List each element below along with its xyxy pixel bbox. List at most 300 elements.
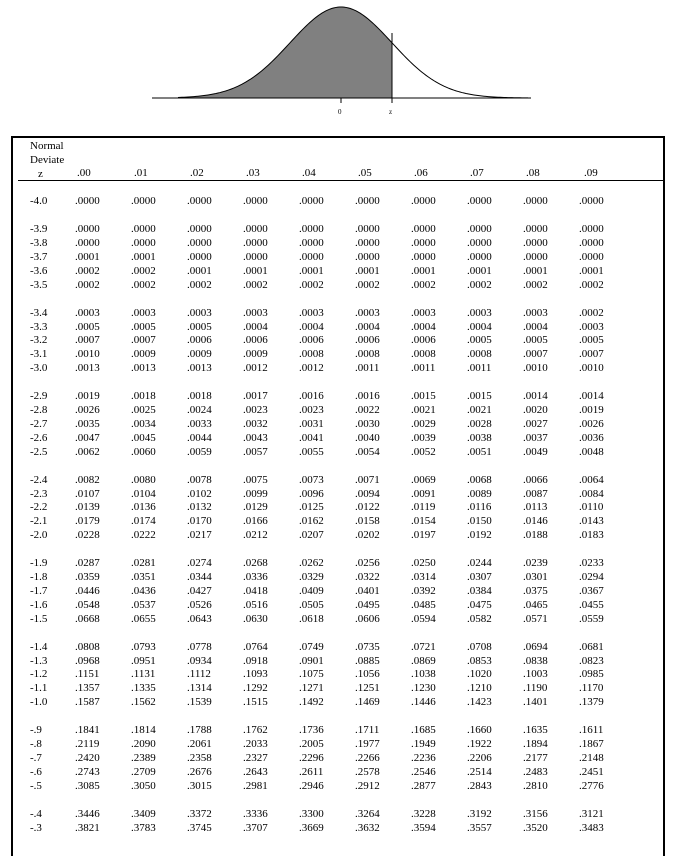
probability-cell: .0034	[131, 417, 156, 430]
probability-cell: .0002	[355, 278, 380, 291]
z-value: -1.4	[30, 640, 48, 653]
probability-cell: .0075	[243, 473, 268, 486]
probability-cell: .3707	[243, 821, 268, 834]
probability-cell: .0000	[243, 250, 268, 263]
z-value: -3.4	[30, 306, 48, 319]
probability-cell: .0166	[243, 515, 268, 528]
column-header: .02	[190, 167, 204, 179]
probability-cell: .0000	[243, 195, 268, 207]
probability-cell: .0918	[243, 654, 268, 667]
probability-cell: .0000	[467, 195, 492, 207]
probability-cell: .0197	[411, 529, 436, 541]
probability-cell: .0004	[523, 320, 548, 333]
probability-cell: .0021	[467, 404, 492, 417]
probability-cell: .2877	[411, 779, 436, 792]
z-value: -.8	[30, 738, 42, 751]
probability-cell: .3409	[131, 807, 156, 820]
z-value: -3.1	[30, 348, 48, 361]
probability-cell: .3783	[131, 821, 156, 834]
probability-cell: .0027	[523, 417, 548, 430]
probability-cell: .0030	[355, 417, 380, 430]
z-value: -3.0	[30, 362, 48, 374]
probability-cell: .0026	[75, 404, 100, 417]
probability-cell: .1922	[467, 738, 492, 751]
probability-cell: .2177	[523, 751, 548, 764]
probability-cell: .0122	[355, 501, 380, 514]
probability-cell: .2061	[187, 738, 212, 751]
probability-cell: .0244	[467, 557, 492, 570]
probability-cell: .0002	[467, 278, 492, 291]
probability-cell: .0392	[411, 584, 436, 597]
probability-cell: .0006	[243, 334, 268, 347]
probability-cell: .0001	[355, 264, 380, 277]
probability-cell: .0000	[579, 250, 604, 263]
probability-cell: .0002	[131, 264, 156, 277]
probability-cell: .0002	[243, 278, 268, 291]
probability-cell: .0526	[187, 598, 212, 611]
probability-cell: .0013	[131, 362, 156, 374]
probability-cell: .0162	[299, 515, 324, 528]
probability-cell: .0003	[355, 306, 380, 319]
probability-cell: .3336	[243, 807, 268, 820]
probability-cell: .2420	[75, 751, 100, 764]
z-value: -.7	[30, 751, 42, 764]
probability-cell: .0001	[523, 264, 548, 277]
probability-cell: .0336	[243, 571, 268, 584]
probability-cell: .0000	[355, 237, 380, 250]
probability-cell: .0003	[411, 306, 436, 319]
probability-cell: .1131	[131, 668, 156, 681]
probability-cell: .1814	[131, 724, 156, 737]
probability-cell: .0044	[187, 431, 212, 444]
column-header: .01	[134, 167, 148, 179]
probability-cell: .0080	[131, 473, 156, 486]
z-value: -1.8	[30, 571, 48, 584]
probability-cell: .3228	[411, 807, 436, 820]
probability-cell: .0001	[467, 264, 492, 277]
header-normal: Normal	[30, 140, 64, 152]
probability-cell: .1539	[187, 696, 212, 708]
probability-cell: .0694	[523, 640, 548, 653]
probability-cell: .0344	[187, 571, 212, 584]
probability-cell: .3015	[187, 779, 212, 792]
probability-cell: .1230	[411, 682, 436, 695]
probability-cell: .0655	[131, 612, 156, 625]
probability-cell: .2119	[75, 738, 100, 751]
probability-cell: .0003	[467, 306, 492, 319]
probability-cell: .0359	[75, 571, 100, 584]
probability-cell: .0001	[187, 264, 212, 277]
z-value: -.3	[30, 821, 42, 834]
probability-cell: .0571	[523, 612, 548, 625]
probability-cell: .0150	[467, 515, 492, 528]
probability-cell: .0250	[411, 557, 436, 570]
probability-cell: .2843	[467, 779, 492, 792]
probability-cell: .0023	[299, 404, 324, 417]
probability-cell: .0934	[187, 654, 212, 667]
probability-cell: .2005	[299, 738, 324, 751]
probability-cell: .0010	[579, 362, 604, 374]
probability-cell: .0000	[467, 223, 492, 236]
probability-cell: .0129	[243, 501, 268, 514]
probability-cell: .0096	[299, 487, 324, 500]
probability-cell: .0013	[187, 362, 212, 374]
probability-cell: .0000	[299, 195, 324, 207]
probability-cell: .0002	[299, 278, 324, 291]
probability-cell: .0047	[75, 431, 100, 444]
probability-cell: .0808	[75, 640, 100, 653]
z-value: -3.7	[30, 250, 48, 263]
probability-cell: .0010	[523, 362, 548, 374]
probability-cell: .2451	[579, 765, 604, 778]
probability-cell: .0017	[243, 390, 268, 403]
z-value: -3.3	[30, 320, 48, 333]
probability-cell: .3745	[187, 821, 212, 834]
z-value: -1.6	[30, 598, 48, 611]
probability-cell: .0749	[299, 640, 324, 653]
probability-cell: .2483	[523, 765, 548, 778]
probability-cell: .0000	[411, 237, 436, 250]
probability-cell: .1093	[243, 668, 268, 681]
probability-cell: .0000	[523, 195, 548, 207]
probability-cell: .0084	[579, 487, 604, 500]
probability-cell: .2236	[411, 751, 436, 764]
probability-cell: .0113	[523, 501, 548, 514]
probability-cell: .2358	[187, 751, 212, 764]
probability-cell: .0040	[355, 431, 380, 444]
probability-cell: .0005	[523, 334, 548, 347]
probability-cell: .1685	[411, 724, 436, 737]
probability-cell: .0015	[467, 390, 492, 403]
column-header: .08	[526, 167, 540, 179]
shaded-area-under-curve	[178, 7, 392, 98]
probability-cell: .0000	[75, 195, 100, 207]
probability-cell: .0059	[187, 445, 212, 458]
probability-cell: .1151	[75, 668, 100, 681]
probability-cell: .0069	[411, 473, 436, 486]
z-value: -3.6	[30, 264, 48, 277]
probability-cell: .0104	[131, 487, 156, 500]
z-value: -3.5	[30, 278, 48, 291]
column-header: .09	[584, 167, 598, 179]
probability-cell: .2810	[523, 779, 548, 792]
probability-cell: .0000	[187, 250, 212, 263]
probability-cell: .0006	[299, 334, 324, 347]
probability-cell: .0048	[579, 445, 604, 458]
probability-cell: .0174	[131, 515, 156, 528]
probability-cell: .0000	[355, 250, 380, 263]
probability-cell: .0062	[75, 445, 100, 458]
probability-cell: .1587	[75, 696, 100, 708]
probability-cell: .1894	[523, 738, 548, 751]
probability-cell: .0000	[467, 250, 492, 263]
probability-cell: .0011	[467, 362, 492, 374]
probability-cell: .0060	[131, 445, 156, 458]
probability-cell: .1170	[579, 682, 604, 695]
probability-cell: .0000	[243, 223, 268, 236]
probability-cell: .1292	[243, 682, 268, 695]
probability-cell: .2776	[579, 779, 604, 792]
probability-cell: .0212	[243, 529, 268, 541]
probability-cell: .0418	[243, 584, 268, 597]
probability-cell: .0207	[299, 529, 324, 541]
probability-cell: .0188	[523, 529, 548, 541]
probability-cell: .0002	[579, 278, 604, 291]
probability-cell: .1314	[187, 682, 212, 695]
probability-cell: .0002	[411, 278, 436, 291]
probability-cell: .2514	[467, 765, 492, 778]
probability-cell: .0000	[131, 223, 156, 236]
probability-cell: .2611	[299, 765, 324, 778]
probability-cell: .0094	[355, 487, 380, 500]
probability-cell: .0045	[131, 431, 156, 444]
probability-cell: .0014	[579, 390, 604, 403]
probability-cell: .0089	[467, 487, 492, 500]
probability-cell: .0268	[243, 557, 268, 570]
probability-cell: .0274	[187, 557, 212, 570]
probability-cell: .0025	[131, 404, 156, 417]
probability-cell: .0009	[131, 348, 156, 361]
probability-cell: .0022	[355, 404, 380, 417]
probability-cell: .0002	[187, 278, 212, 291]
probability-cell: .0002	[131, 278, 156, 291]
probability-cell: .0001	[131, 250, 156, 263]
probability-cell: .0183	[579, 529, 604, 541]
probability-cell: .0091	[411, 487, 436, 500]
probability-cell: .0000	[187, 195, 212, 207]
probability-cell: .0041	[299, 431, 324, 444]
probability-cell: .0375	[523, 584, 548, 597]
probability-cell: .2981	[243, 779, 268, 792]
probability-cell: .1635	[523, 724, 548, 737]
probability-cell: .0968	[75, 654, 100, 667]
z-value: -4.0	[30, 195, 48, 207]
z-value: -2.0	[30, 529, 48, 541]
probability-cell: .0102	[187, 487, 212, 500]
probability-cell: .0002	[75, 264, 100, 277]
probability-cell: .0002	[523, 278, 548, 291]
probability-cell: .0516	[243, 598, 268, 611]
probability-cell: .0000	[299, 250, 324, 263]
probability-cell: .0051	[467, 445, 492, 458]
probability-cell: .0668	[75, 612, 100, 625]
probability-cell: .0233	[579, 557, 604, 570]
probability-cell: .0001	[75, 250, 100, 263]
column-header: .00	[77, 167, 91, 179]
probability-cell: .0028	[467, 417, 492, 430]
probability-cell: .0217	[187, 529, 212, 541]
probability-cell: .3264	[355, 807, 380, 820]
probability-cell: .0000	[131, 237, 156, 250]
probability-cell: .2090	[131, 738, 156, 751]
probability-cell: .0119	[411, 501, 436, 514]
probability-cell: .0032	[243, 417, 268, 430]
probability-cell: .0000	[523, 223, 548, 236]
probability-cell: .0055	[299, 445, 324, 458]
probability-cell: .0012	[243, 362, 268, 374]
probability-cell: .0000	[299, 223, 324, 236]
probability-cell: .0008	[467, 348, 492, 361]
probability-cell: .0005	[579, 334, 604, 347]
probability-cell: .0011	[355, 362, 380, 374]
probability-cell: .0202	[355, 529, 380, 541]
probability-cell: .0000	[131, 195, 156, 207]
probability-cell: .2578	[355, 765, 380, 778]
probability-cell: .0000	[579, 237, 604, 250]
probability-cell: .0007	[523, 348, 548, 361]
probability-cell: .0125	[299, 501, 324, 514]
probability-cell: .0011	[411, 362, 436, 374]
probability-cell: .0000	[75, 237, 100, 250]
probability-cell: .0351	[131, 571, 156, 584]
probability-cell: .2946	[299, 779, 324, 792]
probability-cell: .1056	[355, 668, 380, 681]
probability-cell: .0008	[411, 348, 436, 361]
z-value: -.4	[30, 807, 42, 820]
probability-cell: .0078	[187, 473, 212, 486]
probability-cell: .0778	[187, 640, 212, 653]
z-value: -2.3	[30, 487, 48, 500]
probability-cell: .0037	[523, 431, 548, 444]
probability-cell: .0018	[131, 390, 156, 403]
column-header: .03	[246, 167, 260, 179]
probability-cell: .2709	[131, 765, 156, 778]
probability-cell: .0021	[411, 404, 436, 417]
probability-cell: .1788	[187, 724, 212, 737]
probability-cell: .1977	[355, 738, 380, 751]
probability-cell: .0004	[355, 320, 380, 333]
probability-cell: .0000	[243, 237, 268, 250]
probability-cell: .0256	[355, 557, 380, 570]
probability-cell: .0014	[523, 390, 548, 403]
probability-cell: .0367	[579, 584, 604, 597]
z-table-frame	[11, 136, 665, 856]
probability-cell: .0006	[411, 334, 436, 347]
probability-cell: .0329	[299, 571, 324, 584]
probability-cell: .0001	[411, 264, 436, 277]
z-value: -1.3	[30, 654, 48, 667]
probability-cell: .1611	[579, 724, 604, 737]
probability-cell: .2148	[579, 751, 604, 764]
probability-cell: .0008	[299, 348, 324, 361]
z-value: -.5	[30, 779, 42, 792]
probability-cell: .1038	[411, 668, 436, 681]
probability-cell: .0618	[299, 612, 324, 625]
probability-cell: .1736	[299, 724, 324, 737]
probability-cell: .0139	[75, 501, 100, 514]
probability-cell: .0016	[355, 390, 380, 403]
probability-cell: .0000	[411, 223, 436, 236]
probability-cell: .1335	[131, 682, 156, 695]
z-value: -1.2	[30, 668, 48, 681]
probability-cell: .1492	[299, 696, 324, 708]
probability-cell: .0838	[523, 654, 548, 667]
probability-cell: .0136	[131, 501, 156, 514]
z-value: -3.9	[30, 223, 48, 236]
probability-cell: .0009	[243, 348, 268, 361]
z-value: -2.6	[30, 431, 48, 444]
probability-cell: .0016	[299, 390, 324, 403]
z-value: -2.5	[30, 445, 48, 458]
z-value: -2.8	[30, 404, 48, 417]
probability-cell: .0001	[243, 264, 268, 277]
probability-cell: .3821	[75, 821, 100, 834]
probability-cell: .0005	[467, 334, 492, 347]
probability-cell: .0012	[299, 362, 324, 374]
probability-cell: .0000	[299, 237, 324, 250]
probability-cell: .0951	[131, 654, 156, 667]
probability-cell: .0064	[579, 473, 604, 486]
probability-cell: .0023	[243, 404, 268, 417]
probability-cell: .1711	[355, 724, 380, 737]
probability-cell: .2643	[243, 765, 268, 778]
probability-cell: .0006	[187, 334, 212, 347]
z-axis-label: z	[389, 108, 393, 116]
probability-cell: .3483	[579, 821, 604, 834]
probability-cell: .0548	[75, 598, 100, 611]
probability-cell: .0643	[187, 612, 212, 625]
probability-cell: .0228	[75, 529, 100, 541]
probability-cell: .3050	[131, 779, 156, 792]
probability-cell: .0057	[243, 445, 268, 458]
probability-cell: .0384	[467, 584, 492, 597]
probability-cell: .0005	[75, 320, 100, 333]
probability-cell: .1190	[523, 682, 548, 695]
probability-cell: .0559	[579, 612, 604, 625]
probability-cell: .3156	[523, 807, 548, 820]
probability-cell: .3121	[579, 807, 604, 820]
probability-cell: .3520	[523, 821, 548, 834]
probability-cell: .0000	[355, 195, 380, 207]
probability-cell: .0294	[579, 571, 604, 584]
probability-cell: .0073	[299, 473, 324, 486]
probability-cell: .0031	[299, 417, 324, 430]
probability-cell: .1515	[243, 696, 268, 708]
probability-cell: .0018	[187, 390, 212, 403]
probability-cell: .2327	[243, 751, 268, 764]
probability-cell: .0024	[187, 404, 212, 417]
probability-cell: .0222	[131, 529, 156, 541]
z-value: -3.2	[30, 334, 48, 347]
probability-cell: .0869	[411, 654, 436, 667]
probability-cell: .0505	[299, 598, 324, 611]
header-rule	[18, 180, 665, 181]
probability-cell: .0485	[411, 598, 436, 611]
probability-cell: .0033	[187, 417, 212, 430]
probability-cell: .0036	[579, 431, 604, 444]
probability-cell: .0823	[579, 654, 604, 667]
probability-cell: .1423	[467, 696, 492, 708]
probability-cell: .0002	[75, 278, 100, 291]
probability-cell: .0003	[75, 306, 100, 319]
probability-cell: .1762	[243, 724, 268, 737]
probability-cell: .1251	[355, 682, 380, 695]
probability-cell: .2743	[75, 765, 100, 778]
probability-cell: .0035	[75, 417, 100, 430]
probability-cell: .0000	[467, 237, 492, 250]
probability-cell: .0455	[579, 598, 604, 611]
probability-cell: .0004	[299, 320, 324, 333]
z-value: -2.9	[30, 390, 48, 403]
probability-cell: .0985	[579, 668, 604, 681]
probability-cell: .3192	[467, 807, 492, 820]
probability-cell: .0594	[411, 612, 436, 625]
probability-cell: .0052	[411, 445, 436, 458]
column-header: .04	[302, 167, 316, 179]
probability-cell: .0020	[523, 404, 548, 417]
probability-cell: .0013	[75, 362, 100, 374]
probability-cell: .0043	[243, 431, 268, 444]
